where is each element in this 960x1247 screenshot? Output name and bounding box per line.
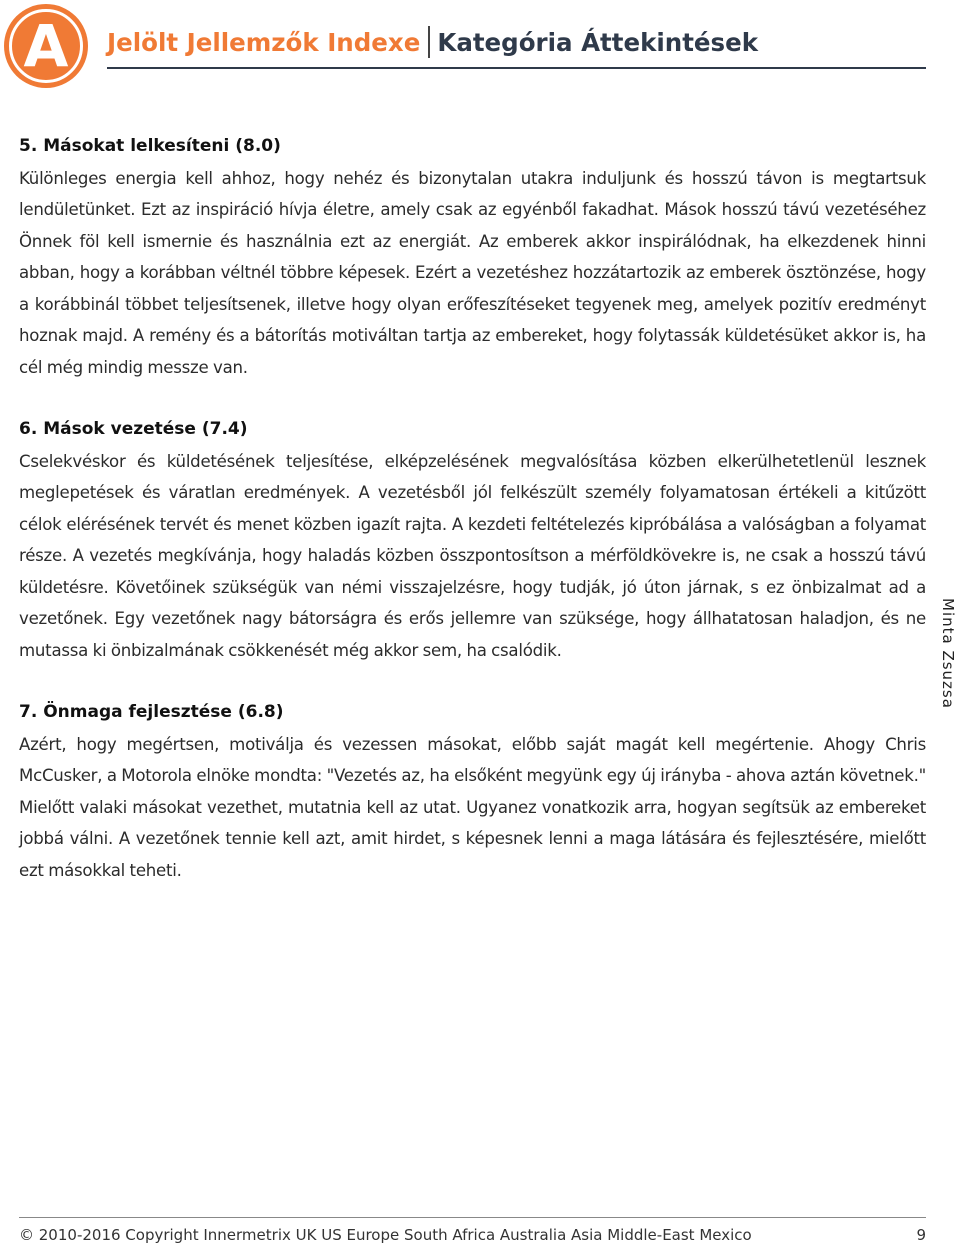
report-subtitle: Kategória Áttekintések [437, 27, 759, 57]
logo-letter: A [23, 12, 69, 80]
report-title: Jelölt Jellemzők Indexe [107, 27, 421, 57]
section-text: Különleges energia kell ahhoz, hogy nehéz és bizonytalan utakra induljunk és hosszú távon is megtartsuk lendületünket. Ezt az inspiráció hívja életre, amely csak az egyénből fakadhat. Mások hosszú távú vezetéséhez Önnek föl kell ismernie és használnia ezt az energiát. Az emberek akkor inspirálódnak, ha elkezdenek hinni abban, hogy a korábban véltnél többre képesek. Ezért a vezetéshez hozzátartozik az emberek ösztönzése, hogy a korábbinál többet teljesítsenek, illetve hogy olyan erőfeszítéseket tegyenek meg, amelyek pozitív eredményt hoznak majd. A remény és a bátorítás motiváltan tartja az embereket, hogy folytassák küldetésüket akkor is, ha cél még mindig messze van. [19, 168, 926, 377]
section-heading: 6. Mások vezetése (7.4) [19, 419, 248, 439]
section-text: Azért, hogy megértsen, motiválja és vezessen másokat, előbb saját magát kell megértenie. Ahogy Chris McCusker, a Motorola elnöke mondta: "Vezetés az, ha elsőként megyünk egy új irányba - ahova aztán követnek." Mielőtt valaki másokat vezethet, mutatnia kell az utat. Ugyanez vonatkozik arra, hogyan segítsük az embereket jobbá válni. A vezetőnek tennie kell azt, amit hirdet, s képesnek lenni a maga látására és fejlesztésére, mielőtt ezt másokkal teheti. [19, 734, 926, 880]
section-heading: 5. Másokat lelkesíteni (8.0) [19, 136, 281, 156]
section-text: Cselekvéskor és küldetésének teljesítése, elképzelésének megvalósítása közben elkerülhetetlenül lesznek meglepetések és váratlan eredmények. A vezetésből jól felkészült személy folyamatosan értékeli a kitűzött célok elérésének tervét és menet közben igazít rajta. A kezdeti feltételezés kipróbálása a valóságban a folyamat része. A vezetés megkívánja, hogy haladás közben összpontosítson a mérföldkövekre is, ne csak a hosszú távú küldetésre. Követőinek szükségük van némi visszajelzésre, hogy tudják, jó úton járnak, s ez önbizalmat ad a vezetőnek. Egy vezetőnek nagy bátorságra és erős jellemre van szüksége, hogy állhatatosan haladjon, és ne mutassa ki önbizalmának csökkenését még akkor sem, ha csalódik. [19, 451, 926, 660]
header-rule [107, 67, 926, 69]
candidate-name: Minta Zsuzsa [939, 598, 957, 709]
title-divider [428, 26, 430, 58]
section-self-development [19, 697, 926, 886]
company-logo [4, 4, 88, 88]
page-header [107, 26, 758, 58]
section-inspire-others [19, 131, 926, 383]
main-content [19, 131, 926, 917]
copyright-text: © 2010-2016 Copyright Innermetrix UK US Europe South Africa Australia Asia Middle-East Mexico [19, 1226, 752, 1244]
section-lead-others [19, 414, 926, 666]
page-number: 9 [916, 1226, 926, 1244]
section-heading: 7. Önmaga fejlesztése (6.8) [19, 702, 284, 722]
page-footer [19, 1226, 926, 1244]
footer-rule [19, 1217, 926, 1218]
